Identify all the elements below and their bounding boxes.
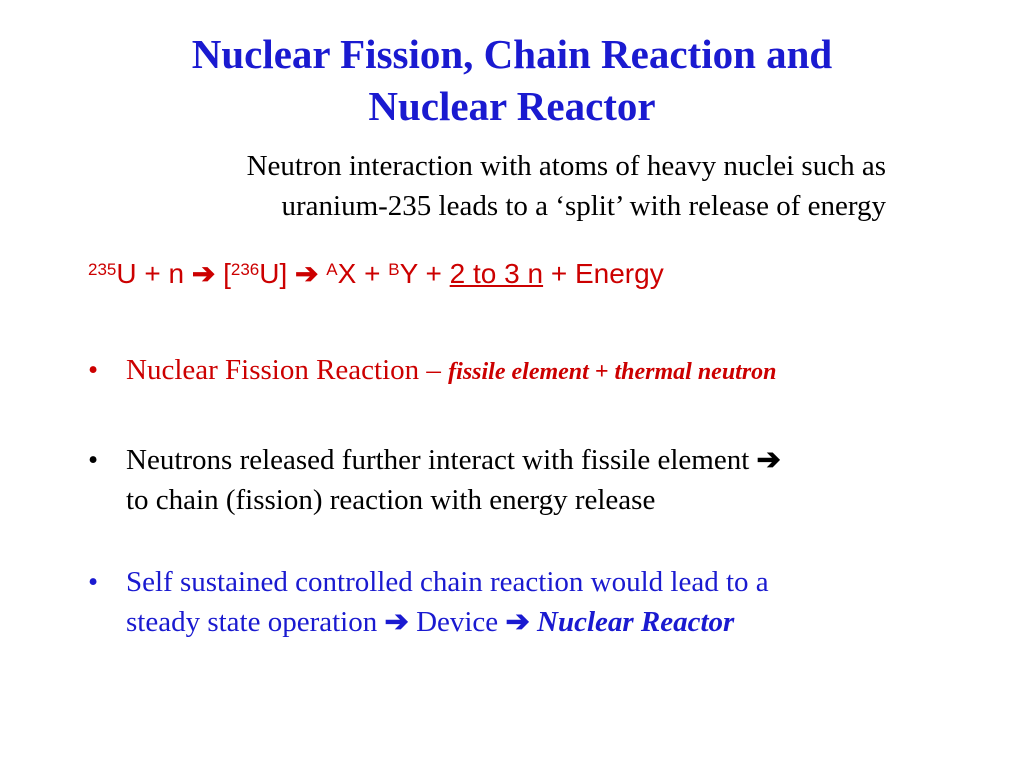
- bullet-marker: •: [88, 354, 99, 386]
- bullet-line-2a: steady state operation: [126, 606, 385, 638]
- bullet-emphasis: Nuclear Reactor: [529, 606, 735, 638]
- equation-u236: U]: [259, 258, 296, 289]
- title-line-2: Nuclear Reactor: [368, 83, 656, 129]
- bullet-line-2: to chain (fission) reaction with energy release: [126, 484, 656, 516]
- equation-u-plus-n: U + n: [116, 258, 192, 289]
- fission-equation: [88, 254, 664, 294]
- bullet-device: Device: [408, 606, 506, 638]
- bullet-text: [126, 350, 928, 392]
- bullet-line-1: Neutrons released further interact with fissile element: [126, 444, 757, 476]
- bullet-label: Nuclear Fission Reaction –: [126, 354, 449, 386]
- equation-y: Y +: [399, 258, 450, 289]
- equation-energy: + Energy: [543, 258, 664, 289]
- mass-number-b: B: [388, 260, 400, 279]
- bullet-fission-reaction: [88, 350, 928, 392]
- subtitle: [120, 146, 886, 226]
- right-arrow-icon: ➔: [756, 444, 781, 476]
- mass-number-236: 236: [230, 260, 260, 279]
- bullet-chain-reaction: [88, 440, 928, 520]
- subtitle-line-1: Neutron interaction with atoms of heavy nuclei such as: [246, 150, 886, 182]
- bullet-marker: •: [88, 444, 99, 476]
- bullet-text: [126, 562, 928, 642]
- bullet-emphasis: fissile element + thermal neutron: [448, 359, 777, 385]
- title-line-1: Nuclear Fission, Chain Reaction and: [191, 31, 833, 77]
- equation-x: X +: [337, 258, 389, 289]
- bullet-marker: •: [88, 566, 99, 598]
- right-arrow-icon: ➔: [295, 258, 319, 289]
- mass-number-235: 235: [88, 260, 117, 279]
- bullet-text: [126, 440, 928, 520]
- right-arrow-icon: ➔: [505, 606, 530, 638]
- mass-number-a: A: [326, 260, 338, 279]
- bullet-nuclear-reactor: [88, 562, 928, 642]
- equation-bracket-open: [: [215, 258, 231, 289]
- subtitle-line-2: uranium-235 leads to a ‘split’ with release of energy: [281, 190, 886, 222]
- right-arrow-icon: ➔: [384, 606, 409, 638]
- bullet-line-1: Self sustained controlled chain reaction would lead to a: [126, 566, 769, 598]
- slide-title: [60, 28, 964, 132]
- right-arrow-icon: ➔: [191, 258, 216, 289]
- equation-neutrons: 2 to 3 n: [449, 258, 544, 289]
